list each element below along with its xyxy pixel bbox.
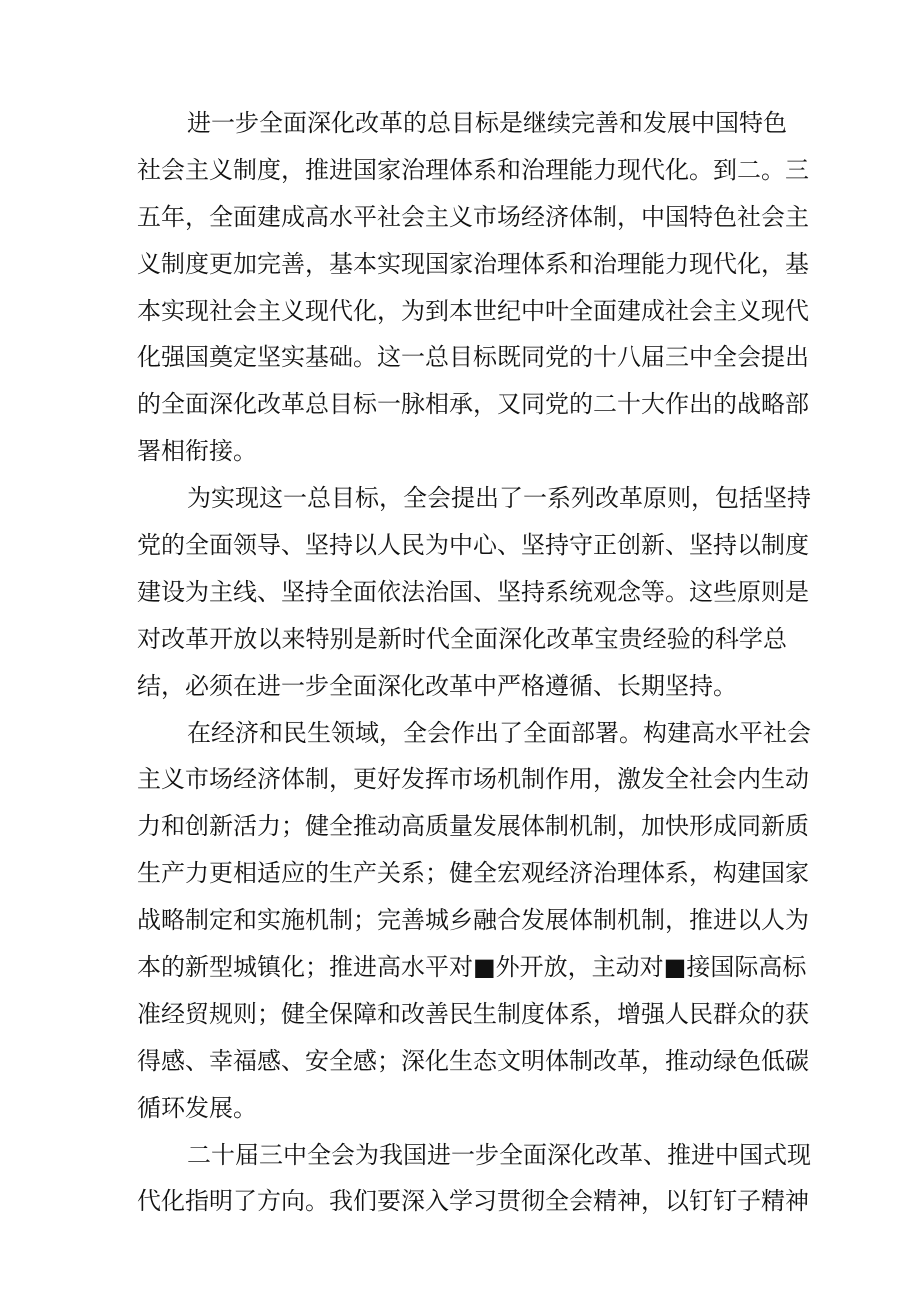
text-line: 进一步全面深化改革的总目标是继续完善和发展中国特色 <box>187 109 787 137</box>
text-line: 本的新型城镇化；推进高水平对■外开放，主动对■接国际高标 <box>137 953 807 982</box>
text-line: 建设为主线、坚持全面依法治国、坚持系统观念等。这些原则是 <box>137 577 809 606</box>
text-line: 五年，全面建成高水平社会主义市场经济体制，中国特色社会主 <box>137 202 809 231</box>
text-line: 结，必须在进一步全面深化改革中严格遵循、长期坚持。 <box>137 671 737 700</box>
text-line: 代化指明了方向。我们要深入学习贯彻全会精神，以钉钉子精神 <box>137 1187 809 1216</box>
text-line: 对改革开放以来特别是新时代全面深化改革宝贵经验的科学总 <box>137 624 787 653</box>
text-line: 主义市场经济体制，更好发挥市场机制作用，激发全社会内生动 <box>137 765 809 794</box>
text-line: 本实现社会主义现代化，为到本世纪中叶全面建成社会主义现代 <box>137 296 809 325</box>
paragraph-2 <box>137 475 811 709</box>
text-line: 社会主义制度，推进国家治理体系和治理能力现代化。到二。三 <box>137 155 809 184</box>
text-line: 得感、幸福感、安全感；深化生态文明体制改革，推动绿色低碳 <box>137 1046 809 1075</box>
text-line: 生产力更相适应的生产关系；健全宏观经济治理体系，构建国家 <box>137 859 809 888</box>
text-line: 在经济和民生领域，全会作出了全面部署。构建高水平社会 <box>187 718 811 747</box>
text-line: 署相衔接。 <box>137 437 257 466</box>
paragraph-3 <box>137 710 811 1132</box>
text-line: 准经贸规则；健全保障和改善民生制度体系，增强人民群众的获 <box>137 999 809 1028</box>
paragraph-4 <box>137 1132 811 1226</box>
text-line: 战略制定和实施机制；完善城乡融合发展体制机制，推进以人为 <box>137 906 809 935</box>
text-line: 为实现这一总目标，全会提出了一系列改革原则，包括坚持 <box>187 484 811 513</box>
text-line: 二十届三中全会为我国进一步全面深化改革、推进中国式现 <box>187 1140 811 1169</box>
text-line: 循环发展。 <box>137 1093 257 1122</box>
text-line: 党的全面领导、坚持以人民为中心、坚持守正创新、坚持以制度 <box>137 531 809 560</box>
text-line: 力和创新活力；健全推动高质量发展体制机制，加快形成同新质 <box>137 812 809 841</box>
document-body <box>137 100 811 1225</box>
paragraph-1 <box>137 100 809 475</box>
text-line: 的全面深化改革总目标一脉相承，又同党的二十大作出的战略部 <box>137 390 809 419</box>
text-line: 义制度更加完善，基本实现国家治理体系和治理能力现代化，基 <box>137 249 809 278</box>
text-line: 化强国奠定坚实基础。这一总目标既同党的十八届三中全会提出 <box>137 343 809 372</box>
